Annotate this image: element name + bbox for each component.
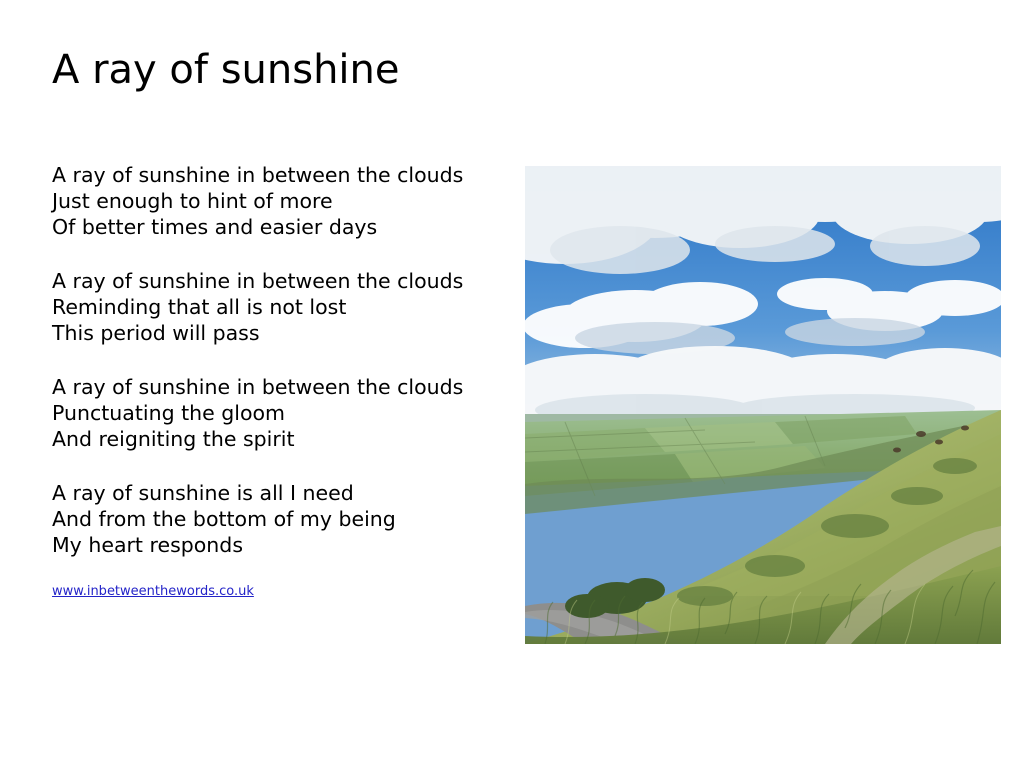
poem-stanza xyxy=(52,268,492,346)
poem-stanza xyxy=(52,480,492,558)
poem-stanza xyxy=(52,374,492,452)
poem-line: And from the bottom of my being xyxy=(52,507,396,531)
poem-line: A ray of sunshine in between the clouds xyxy=(52,375,464,399)
poem-line: My heart responds xyxy=(52,533,243,557)
poem-line: Just enough to hint of more xyxy=(52,189,333,213)
poem-line: A ray of sunshine is all I need xyxy=(52,481,354,505)
poem-line: Punctuating the gloom xyxy=(52,401,286,425)
poem-line: A ray of sunshine in between the clouds xyxy=(52,163,464,187)
page-title: A ray of sunshine xyxy=(52,47,400,93)
poem-line: Reminding that all is not lost xyxy=(52,295,347,319)
website-link[interactable]: www.inbetweenthewords.co.uk xyxy=(52,584,254,599)
hillside-landscape-photo xyxy=(525,166,1001,644)
poem-stanza xyxy=(52,162,492,240)
poem-line: And reigniting the spirit xyxy=(52,427,295,451)
poem-line: A ray of sunshine in between the clouds xyxy=(52,269,464,293)
poem-line: Of better times and easier days xyxy=(52,215,378,239)
poem-line: This period will pass xyxy=(52,321,260,345)
poem-body xyxy=(52,162,492,558)
